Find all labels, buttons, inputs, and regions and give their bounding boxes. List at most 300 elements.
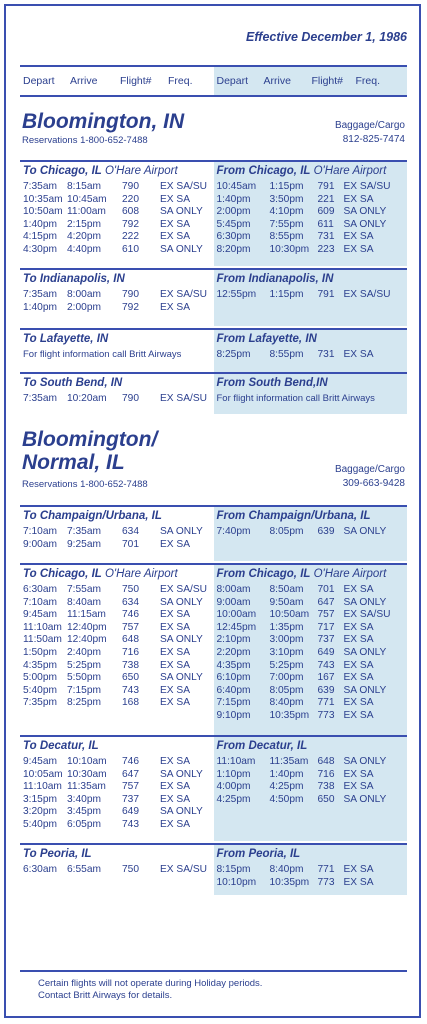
flight-row	[214, 710, 408, 722]
arrive-time: 7:00pm	[269, 672, 304, 684]
frequency: SA ONLY	[343, 756, 387, 767]
city-name	[22, 110, 184, 133]
frequency: EX SA	[160, 647, 191, 658]
frequency: EX SA	[343, 710, 374, 721]
depart-time: 12:55pm	[216, 289, 257, 300]
frequency: EX SA	[160, 193, 191, 205]
frequency: EX SA	[160, 781, 191, 793]
right-route-column	[214, 737, 408, 841]
flight-row	[20, 864, 214, 876]
flight-number: 650	[122, 672, 139, 684]
flight-number: 790	[122, 181, 139, 192]
frequency: EX SA	[343, 349, 374, 360]
reservations-phone: Reservations 1-800-652-7488	[22, 479, 148, 490]
depart-time: 7:40pm	[216, 526, 251, 537]
flight-number: 716	[317, 768, 335, 780]
depart-time: 5:00pm	[23, 672, 57, 684]
flight-number: 738	[122, 659, 139, 671]
route-title	[217, 165, 387, 177]
route-title	[217, 568, 387, 580]
arrive-time: 9:25am	[67, 538, 101, 550]
flight-number: 791	[317, 289, 335, 300]
depart-time: 11:50am	[23, 634, 62, 646]
arrive-time: 7:55pm	[269, 218, 304, 230]
footer-line: Contact Britt Airways for details.	[38, 990, 173, 1001]
depart-time: 4:00pm	[216, 781, 251, 793]
flight-row	[20, 660, 214, 672]
arrive-time: 1:35pm	[269, 621, 304, 633]
flight-row	[214, 609, 408, 621]
arrive-time: 8:05pm	[269, 526, 304, 537]
depart-time: 8:25pm	[216, 349, 251, 360]
frequency: EX SA	[160, 609, 191, 621]
arrive-time: 10:30pm	[269, 244, 310, 255]
arrive-time: 3:10pm	[269, 647, 304, 658]
arrive-time: 3:00pm	[269, 634, 304, 646]
arrive-time: 4:10pm	[269, 206, 304, 218]
arrive-time: 10:30am	[67, 768, 107, 780]
flight-row	[20, 393, 214, 405]
arrive-time: 12:40pm	[67, 634, 107, 646]
route-airport: O'Hare Airport	[310, 568, 387, 580]
city-name-line: Bloomington/	[22, 428, 158, 451]
frequency: SA ONLY	[160, 634, 203, 646]
reservations-phone: Reservations 1-800-652-7488	[22, 135, 148, 146]
frequency: EX SA	[160, 538, 191, 550]
flight-number: 647	[122, 768, 139, 780]
route-title	[23, 165, 178, 177]
frequency: EX SA	[343, 864, 374, 875]
flight-row	[214, 584, 408, 596]
flight-number: 167	[317, 672, 335, 684]
flight-row	[214, 181, 408, 193]
frequency: EX SA	[343, 621, 374, 633]
arrive-time: 7:15pm	[67, 684, 101, 696]
flight-row	[20, 806, 214, 818]
route-destination: To Chicago, IL	[23, 568, 102, 580]
right-route-column	[214, 845, 408, 895]
frequency: EX SA	[160, 301, 191, 313]
flight-row	[20, 697, 214, 709]
frequency: EX SA/SU	[343, 181, 391, 192]
route-destination: To South Bend, IN	[23, 377, 123, 389]
depart-time: 1:40pm	[216, 193, 251, 205]
arrive-time: 2:00pm	[67, 301, 101, 313]
depart-time: 10:45am	[216, 181, 257, 192]
route-title	[23, 333, 108, 345]
frequency: SA ONLY	[343, 684, 387, 696]
arrive-time: 1:40pm	[269, 768, 304, 780]
flight-number: 773	[317, 710, 335, 721]
column-header	[20, 65, 407, 97]
frequency: EX SA	[343, 584, 374, 595]
flight-number: 731	[317, 349, 335, 360]
flight-number: 731	[317, 231, 335, 243]
flight-row	[20, 781, 214, 793]
arrive-time: 10:20am	[67, 393, 107, 404]
depart-time: 2:00pm	[216, 206, 251, 218]
depart-time: 9:45am	[23, 756, 57, 767]
footer-notice	[20, 970, 407, 1002]
frequency: EX SA	[343, 697, 374, 709]
arrive-time: 8:15am	[67, 181, 101, 192]
flight-number: 701	[317, 584, 335, 595]
left-route-column	[20, 162, 214, 266]
frequency: EX SA	[160, 684, 191, 696]
arrive-time: 5:25pm	[269, 659, 304, 671]
flight-row	[214, 794, 408, 806]
baggage-info	[335, 119, 405, 147]
baggage-phone: 812-825-7474	[342, 134, 405, 145]
depart-time: 5:40pm	[23, 684, 57, 696]
frequency: EX SA/SU	[160, 393, 207, 404]
flight-number: 746	[122, 756, 139, 767]
route-destination: To Chicago, IL	[23, 165, 102, 177]
header-arrive: Arrive	[70, 75, 98, 87]
depart-time: 7:35am	[23, 181, 57, 192]
depart-time: 6:30am	[23, 864, 57, 875]
frequency: EX SA	[343, 659, 374, 671]
arrive-time: 3:40pm	[67, 793, 101, 805]
depart-time: 4:25pm	[216, 793, 251, 805]
frequency: SA ONLY	[343, 647, 387, 658]
flight-number: 222	[122, 231, 139, 243]
arrive-time: 11:00am	[67, 206, 106, 218]
arrive-time: 4:20pm	[67, 231, 101, 243]
frequency: EX SA	[343, 634, 374, 646]
route-title	[217, 333, 317, 345]
left-route-column	[20, 270, 214, 326]
arrive-time: 10:35pm	[269, 876, 310, 888]
flight-row	[20, 622, 214, 634]
route-airport: O'Hare Airport	[101, 568, 178, 580]
flight-row	[20, 219, 214, 231]
flight-number: 223	[317, 244, 335, 255]
depart-time: 1:50pm	[23, 647, 57, 658]
arrive-time: 8:25pm	[67, 697, 101, 709]
arrive-time: 2:15pm	[67, 218, 101, 230]
route-title	[23, 273, 125, 285]
depart-time: 6:30am	[23, 584, 57, 595]
depart-time: 11:10am	[23, 621, 62, 633]
frequency: EX SA	[160, 756, 191, 767]
depart-time: 8:15pm	[216, 864, 251, 875]
arrive-time: 10:10am	[67, 756, 107, 767]
flight-number: 647	[317, 596, 335, 608]
frequency: SA ONLY	[160, 768, 203, 780]
flight-row	[214, 244, 408, 256]
frequency: SA ONLY	[160, 596, 203, 608]
column-header-right	[214, 67, 408, 95]
frequency: EX SA	[160, 621, 191, 633]
route-airport: O'Hare Airport	[101, 165, 178, 177]
flight-row	[20, 584, 214, 596]
flight-number: 746	[122, 609, 139, 621]
frequency: EX SA	[343, 768, 374, 780]
depart-time: 7:35pm	[23, 697, 57, 709]
route-section	[20, 843, 407, 895]
depart-time: 4:35pm	[216, 659, 251, 671]
frequency: EX SA	[343, 231, 374, 243]
depart-time: 6:10pm	[216, 672, 251, 684]
frequency: SA ONLY	[343, 596, 387, 608]
right-route-column	[214, 507, 408, 561]
effective-date: Effective December 1, 1986	[246, 30, 407, 44]
flight-row	[20, 769, 214, 781]
arrive-time: 9:50am	[269, 596, 304, 608]
depart-time: 6:40pm	[216, 684, 251, 696]
flight-row	[214, 781, 408, 793]
flight-row	[214, 647, 408, 659]
frequency: SA ONLY	[160, 526, 203, 537]
depart-time: 7:15pm	[216, 697, 251, 709]
right-route-column	[214, 374, 408, 414]
frequency: EX SA	[343, 193, 374, 205]
route-title	[23, 377, 122, 389]
arrive-time: 10:35pm	[269, 710, 310, 721]
flight-row	[214, 672, 408, 684]
frequency: EX SA/SU	[160, 289, 207, 300]
arrive-time: 7:55am	[67, 584, 101, 595]
flight-number: 738	[317, 781, 335, 793]
route-title	[23, 740, 99, 752]
depart-time: 7:35am	[23, 289, 57, 300]
header-depart: Depart	[216, 75, 249, 87]
flight-row	[20, 231, 214, 243]
flight-row	[214, 864, 408, 876]
frequency: SA ONLY	[343, 218, 387, 230]
header-freq: Freq.	[355, 75, 381, 87]
depart-time: 9:45am	[23, 609, 57, 621]
depart-time: 4:30pm	[23, 244, 57, 255]
flight-row	[214, 349, 408, 361]
frequency: EX SA	[343, 876, 374, 888]
depart-time: 5:45pm	[216, 218, 251, 230]
route-title	[23, 568, 178, 580]
route-destination: From Lafayette, IN	[216, 333, 317, 345]
city-name-line: Normal, IL	[22, 451, 125, 474]
arrive-time: 8:05pm	[269, 684, 304, 696]
arrive-time: 11:35am	[67, 781, 106, 793]
route-title	[217, 377, 328, 389]
flight-row	[20, 634, 214, 646]
depart-time: 7:35am	[23, 393, 57, 404]
depart-time: 1:40pm	[23, 218, 57, 230]
flight-number: 750	[122, 864, 139, 875]
baggage-label: Baggage/Cargo	[334, 464, 405, 475]
arrive-time: 6:55am	[67, 864, 101, 875]
arrive-time: 8:55pm	[269, 349, 304, 360]
route-section	[20, 505, 407, 561]
flight-row	[214, 769, 408, 781]
route-title	[217, 273, 334, 285]
arrive-time: 1:15pm	[269, 181, 304, 192]
frequency: EX SA	[343, 781, 374, 793]
route-destination: From Chicago, IL	[216, 568, 311, 580]
header-flight: Flight#	[311, 75, 344, 87]
flight-number: 610	[122, 244, 139, 255]
frequency: EX SA	[160, 231, 191, 243]
header-arrive: Arrive	[263, 75, 291, 87]
flight-row	[20, 597, 214, 609]
flight-number: 639	[317, 684, 335, 696]
flight-row	[214, 756, 408, 768]
flight-row	[214, 219, 408, 231]
baggage-info	[335, 463, 405, 491]
depart-time: 10:50am	[23, 206, 63, 218]
depart-time: 10:05am	[23, 768, 63, 780]
depart-time: 1:10pm	[216, 768, 251, 780]
route-destination: From Chicago, IL	[216, 165, 311, 177]
arrive-time: 3:45pm	[67, 806, 101, 818]
flight-number: 771	[317, 864, 335, 875]
arrive-time: 8:55pm	[269, 231, 304, 243]
flight-row	[214, 597, 408, 609]
flight-row	[20, 672, 214, 684]
arrive-time: 10:50am	[269, 609, 310, 621]
depart-time: 9:00am	[23, 538, 57, 550]
frequency: EX SA/SU	[160, 181, 207, 192]
flight-number: 737	[317, 634, 335, 646]
flight-row	[20, 819, 214, 831]
right-route-column	[214, 270, 408, 326]
arrive-time: 11:35am	[269, 756, 309, 767]
right-route-column	[214, 162, 408, 266]
depart-time: 3:20pm	[23, 806, 57, 818]
flight-number: 649	[317, 647, 335, 658]
flight-number: 168	[122, 697, 139, 709]
arrive-time: 8:40am	[67, 596, 101, 608]
frequency: EX SA/SU	[343, 609, 391, 621]
arrive-time: 10:45am	[67, 193, 107, 205]
frequency: SA ONLY	[343, 526, 387, 537]
flight-row	[214, 231, 408, 243]
arrive-time: 8:50am	[269, 584, 304, 595]
frequency: EX SA	[160, 659, 191, 671]
arrive-time: 5:50pm	[67, 672, 101, 684]
right-route-column	[214, 565, 408, 735]
flight-number: 648	[317, 756, 335, 767]
arrive-time: 1:15pm	[269, 289, 304, 300]
depart-time: 11:10am	[216, 756, 256, 767]
depart-time: 2:20pm	[216, 647, 251, 658]
route-title	[217, 848, 301, 860]
route-section	[20, 268, 407, 326]
depart-time: 2:10pm	[216, 634, 251, 646]
flight-number: 634	[122, 526, 139, 537]
flight-number: 608	[122, 206, 139, 218]
depart-time: 8:00am	[216, 584, 251, 595]
arrive-time: 8:00am	[67, 289, 101, 300]
flight-row	[20, 526, 214, 538]
depart-time: 4:35pm	[23, 659, 57, 671]
route-title	[217, 510, 371, 522]
arrive-time: 3:50pm	[269, 193, 304, 205]
frequency: EX SA/SU	[160, 584, 207, 595]
frequency: EX SA	[160, 793, 191, 805]
flight-row	[214, 526, 408, 538]
flight-row	[20, 685, 214, 697]
flight-row	[214, 660, 408, 672]
frequency: EX SA	[160, 819, 191, 830]
arrive-time: 4:40pm	[67, 244, 101, 255]
depart-time: 8:20pm	[216, 244, 251, 255]
route-destination: From Indianapolis, IN	[216, 273, 334, 285]
flight-number: 792	[122, 218, 139, 230]
baggage-label: Baggage/Cargo	[334, 120, 405, 131]
flight-number: 716	[122, 647, 139, 658]
flight-number: 757	[122, 781, 139, 793]
route-destination: From Decatur, IL	[216, 740, 308, 752]
flight-number: 737	[122, 793, 139, 805]
arrive-time: 11:15am	[67, 609, 106, 621]
flight-number: 634	[122, 596, 139, 608]
flight-row	[20, 756, 214, 768]
flight-row	[214, 289, 408, 301]
frequency: SA ONLY	[160, 806, 203, 818]
route-section	[20, 735, 407, 841]
flight-number: 743	[317, 659, 335, 671]
left-route-column	[20, 330, 214, 372]
frequency: EX SA/SU	[160, 864, 207, 875]
flight-row	[20, 609, 214, 621]
depart-time: 1:40pm	[23, 301, 57, 313]
footer-line: Certain flights will not operate during Holiday periods.	[38, 978, 263, 989]
route-destination: From Peoria, IL	[216, 848, 301, 860]
flight-number: 790	[122, 393, 139, 404]
flight-number: 639	[317, 526, 335, 537]
flight-row	[20, 206, 214, 218]
arrive-time: 6:05pm	[67, 819, 101, 830]
flight-row	[214, 634, 408, 646]
flight-row	[214, 697, 408, 709]
route-note: For flight information call Britt Airways	[216, 393, 375, 404]
frequency: EX SA	[343, 672, 374, 684]
depart-time: 9:10pm	[216, 710, 251, 721]
depart-time: 10:35am	[23, 193, 63, 205]
flight-row	[20, 289, 214, 301]
arrive-time: 7:35am	[67, 526, 101, 537]
depart-time: 7:10am	[23, 596, 57, 608]
city-name	[22, 428, 157, 474]
route-destination: To Champaign/Urbana, IL	[23, 510, 162, 522]
flight-number: 743	[122, 819, 139, 830]
frequency: SA ONLY	[160, 244, 203, 255]
frequency: SA ONLY	[160, 672, 203, 684]
arrive-time: 8:40pm	[269, 864, 304, 875]
flight-row	[214, 685, 408, 697]
flight-number: 750	[122, 584, 139, 595]
route-title	[217, 740, 308, 752]
route-note: For flight information call Britt Airways	[23, 349, 182, 360]
route-section	[20, 328, 407, 372]
flight-number: 649	[122, 806, 139, 818]
frequency: EX SA/SU	[343, 289, 391, 300]
flight-number: 717	[317, 621, 335, 633]
flight-number: 773	[317, 876, 335, 888]
flight-number: 791	[317, 181, 335, 192]
baggage-phone: 309-663-9428	[342, 478, 405, 489]
flight-row	[20, 647, 214, 659]
depart-time: 3:15pm	[23, 793, 57, 805]
frequency: SA ONLY	[343, 206, 387, 218]
route-airport: O'Hare Airport	[310, 165, 387, 177]
flight-row	[20, 794, 214, 806]
depart-time: 12:45pm	[216, 621, 257, 633]
route-destination: To Peoria, IL	[23, 848, 92, 860]
column-header-left	[20, 67, 214, 95]
frequency: EX SA	[160, 218, 191, 230]
